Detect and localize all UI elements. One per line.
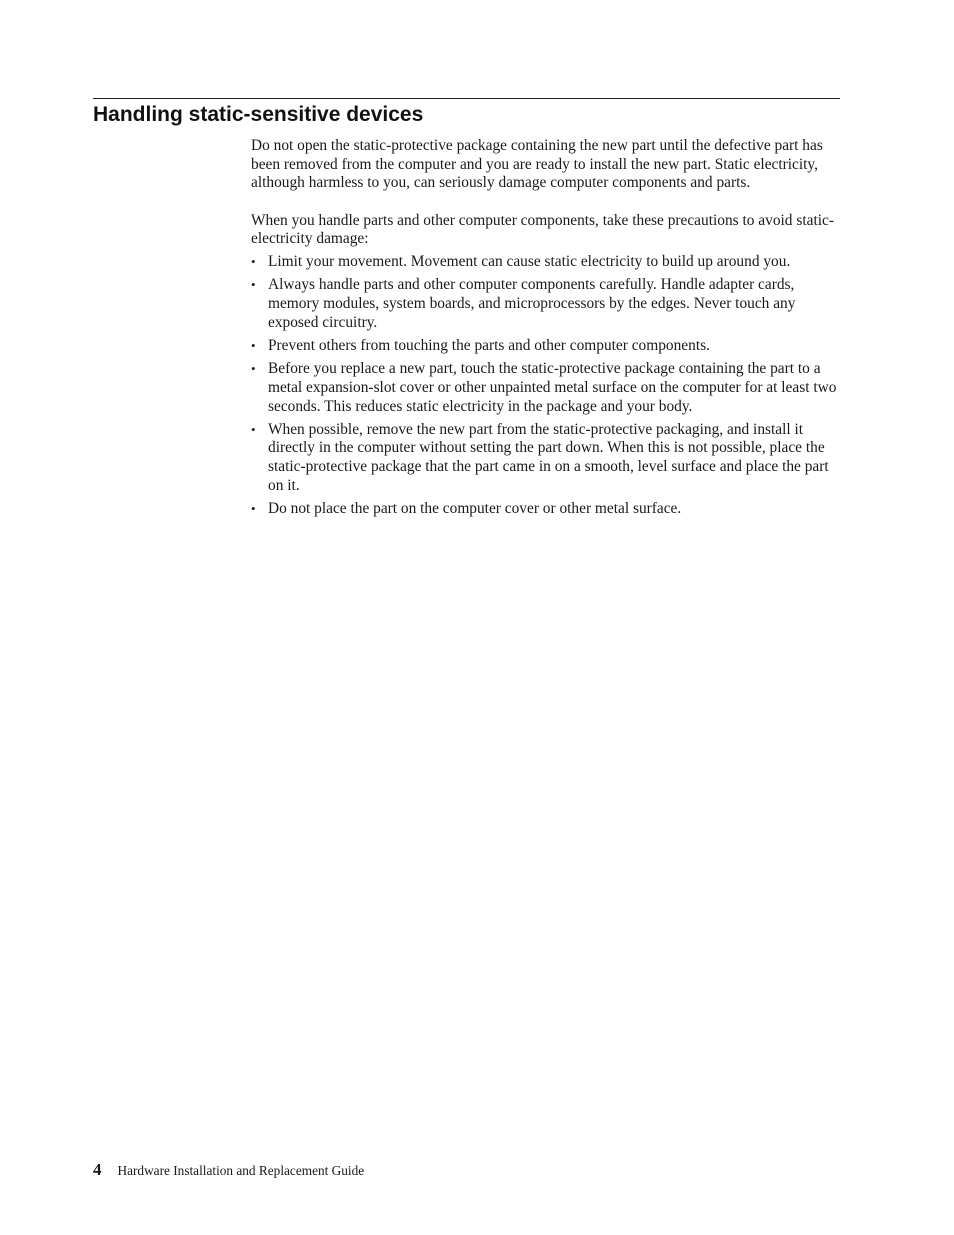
precautions-lead-paragraph: When you handle parts and other computer components, take these precautions to avoid static-electricity damage: [251, 211, 834, 248]
list-item-text: Always handle parts and other computer components carefully. Handle adapter cards, memory modules, system boards, and microprocessors by the edges. Never touch any exposed circuitry. [268, 276, 796, 331]
section-title: Handling static-sensitive devices [93, 103, 424, 126]
list-item [251, 337, 841, 356]
bullet-icon: • [251, 501, 256, 517]
precautions-list [251, 253, 841, 519]
bullet-icon: • [251, 421, 256, 437]
list-item [251, 276, 841, 332]
list-item-text: Limit your movement. Movement can cause static electricity to build up around you. [268, 253, 791, 271]
list-item [251, 360, 841, 416]
list-item-text: Do not place the part on the computer cover or other metal surface. [268, 500, 682, 518]
section-body [251, 137, 841, 523]
page-footer [93, 1160, 364, 1180]
intro-paragraph: Do not open the static-protective package containing the new part until the defective part has been removed from the computer and you are ready to install the new part. Static electricity, although harmless to you, can seriously damage computer components and parts. [251, 137, 823, 192]
list-item-text: Prevent others from touching the parts and other computer components. [268, 336, 710, 354]
list-item [251, 500, 841, 519]
list-item [251, 253, 841, 272]
bullet-icon: • [251, 337, 256, 353]
bullet-icon: • [251, 361, 256, 377]
page-number: 4 [93, 1160, 102, 1179]
list-item-text: When possible, remove the new part from the static-protective packaging, and install it directly in the computer without setting the part down. When this is not possible, place the static-protective package that the part came in on a smooth, level surface and place the part on it. [268, 420, 829, 494]
guide-title: Hardware Installation and Replacement Guide [117, 1163, 365, 1178]
bullet-icon: • [251, 277, 256, 293]
list-item [251, 421, 841, 496]
list-item-text: Before you replace a new part, touch the static-protective package containing the part to a metal expansion-slot cover or other unpainted metal surface on the computer for at least two seconds. This reduces static electricity in the package and your body. [268, 360, 837, 415]
section-divider [93, 98, 840, 99]
bullet-icon: • [251, 254, 256, 270]
